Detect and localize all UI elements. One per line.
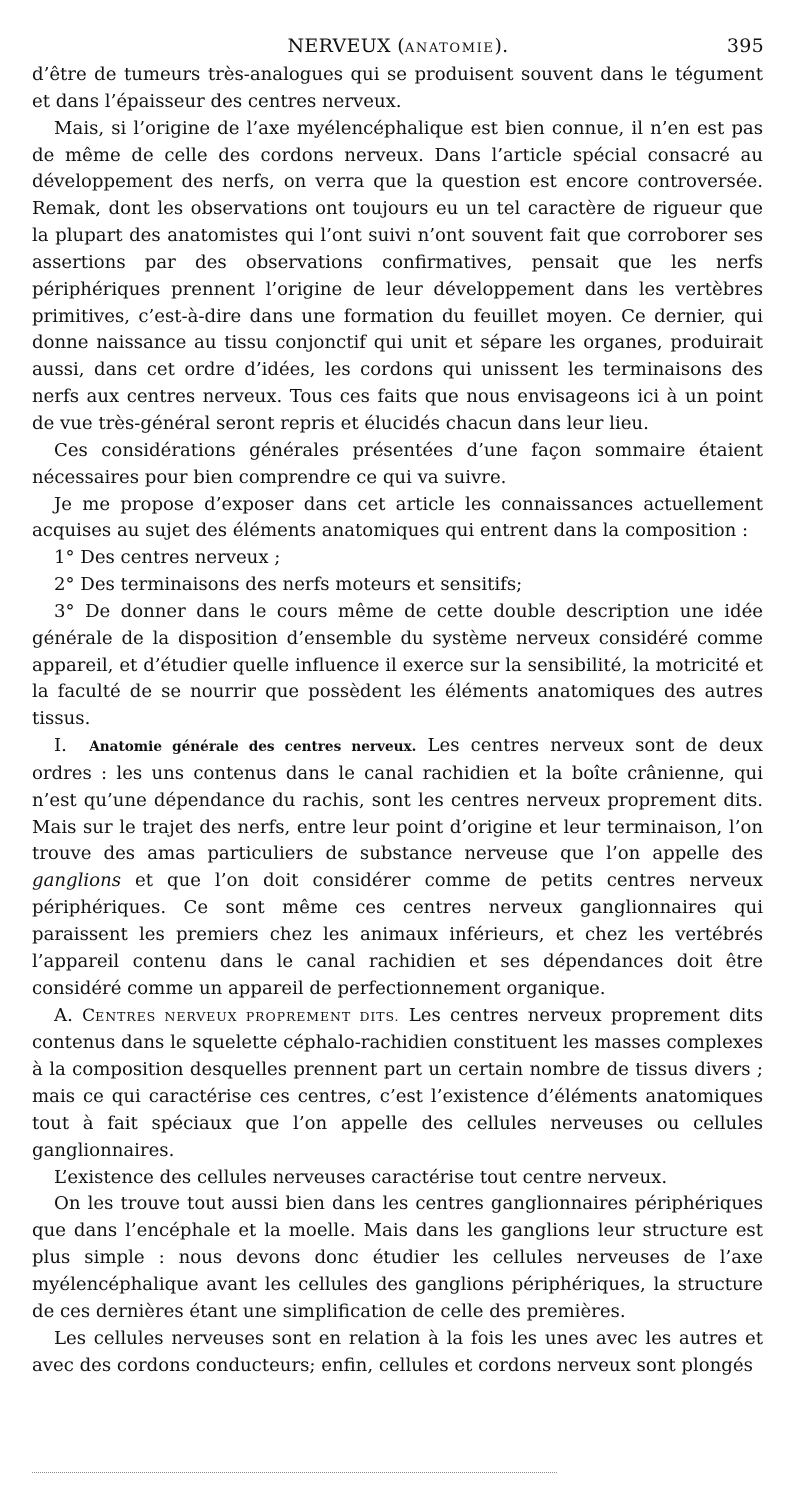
section-1-heading: Anatomie générale des centres nerveux. <box>89 739 417 756</box>
body-text <box>32 62 763 1379</box>
section-a-text: Les centres nerveux proprement dits contenus dans le squelette céphalo-rachidien constituent les masses complexes à la composition desquelles prennent part un certain nombre de tissus divers ; mais ce qui caractérise ces centres, c’est l’existence d’éléments anatomiques tout à fait spéciaux que l’on appelle des cellules nerveuses ou cellules ganglionnaires. <box>32 1004 763 1161</box>
section-a-paragraph <box>32 1003 763 1165</box>
list-item-1: 1° Des centres nerveux ; <box>54 547 281 569</box>
running-title-sub: ANATOMIE <box>404 41 495 56</box>
running-title <box>32 34 764 61</box>
paragraph-continued: d’être de tumeurs très-analogues qui se produisent souvent dans le tégument et dans l’épaisseur des centres nerveux. <box>32 64 763 112</box>
paragraph-ganglions: On les trouve tout aussi bien dans les centres ganglionnaires périphériques que dans l’encéphale et la moelle. Mais dans les ganglions leur structure est plus simple : nous devons donc étudier les cellules nerveuses de l’axe myélencéphalique avant les cellules des ganglions périphériques, la structure de ces dernières étant une simplification de celle des premières. <box>32 1193 763 1322</box>
section-1-paragraph <box>32 733 763 1002</box>
section-1-text-a: Les centres nerveux sont de deux ordres : les uns contenus dans le canal rachidien et la boîte crânienne, qui n’est qu’une dépendance du rachis, sont les centres nerveux proprement dits. Mais sur le trajet des nerfs, entre leur point d’origine et leur terminaison, l’on trouve des amas particuliers de substance nerveuse que l’on appelle des <box>32 735 763 865</box>
running-title-paren-open: ( <box>397 35 405 57</box>
section-1-number: I. <box>54 735 67 757</box>
paragraph-considerations: Ces considérations générales présentées d’une façon sommaire étaient nécessaires pour bien comprendre ce qui va suivre. <box>32 439 763 488</box>
section-1-text-b: et que l’on doit considérer comme de petits centres nerveux périphériques. Ce sont même ces centres nerveux ganglionnaires qui paraissent les premiers chez les animaux inférieurs, et chez les vertébrés l’appareil contenu dans le canal rachidien et ses dépendances doit être considéré comme un appareil de perfectionnement organique. <box>32 870 763 999</box>
paragraph-origin-nerves: Mais, si l’origine de l’axe myélencéphalique est bien connue, il n’en est pas de même de celle des cordons nerveux. Dans l’article spécial consacré au développement des nerfs, on verra que la question est encore controversée. Remak, dont les observations ont toujours eu un tel caractère de rigueur que la plupart des anatomistes qui l’ont suivi n’ont souvent fait que corroborer ses assertions par des observations confirmatives, pensait que les nerfs périphériques prennent l’origine de leur développement dans les vertèbres primitives, c’est-à-dire dans une formation du feuillet moyen. Ce dernier, qui donne naissance au tissu conjonctif qui unit et sépare les organes, produirait aussi, dans cet ordre d’idées, les cordons qui unissent les terminaisons des nerfs aux centres nerveux. Tous ces faits que nous envisageons ici à un point de vue très-général seront repris et élucidés chacun dans leur lieu. <box>32 117 763 434</box>
section-1-italic-term: ganglions <box>32 870 122 892</box>
list-item-3: 3° De donner dans le cours même de cette double description une idée générale de la disposition d’ensemble du système nerveux considéré comme appareil, et d’étudier quelle influence il exerce sur la sensibilité, la motricité et la faculté de se nourrir que possèdent les éléments anatomiques des autres tissus. <box>32 600 763 730</box>
paragraph-existence: L’existence des cellules nerveuses caractérise tout centre nerveux. <box>54 1166 668 1188</box>
list-item-2: 2° Des terminaisons des nerfs moteurs et sensitifs; <box>54 574 523 596</box>
section-a-label: A. <box>54 1004 73 1026</box>
paragraph-purpose: Je me propose d’exposer dans cet article les connaissances actuellement acquises au sujet des éléments anatomiques qui entrent dans la composition : <box>32 493 763 542</box>
section-a-heading-cap: C <box>82 1005 96 1026</box>
section-a-heading-rest: ENTRES NERVEUX PROPREMENT DITS. <box>95 1008 400 1024</box>
running-title-paren-close: ). <box>494 35 509 57</box>
running-title-main: NERVEUX <box>287 35 391 57</box>
page-number: 395 <box>726 35 764 57</box>
footer-dotted-line <box>32 1472 557 1473</box>
running-header <box>32 34 764 58</box>
paragraph-relations: Les cellules nerveuses sont en relation à la fois les unes avec les autres et avec des cordons conducteurs; enfin, cellules et cordons nerveux sont plongés <box>32 1327 763 1376</box>
